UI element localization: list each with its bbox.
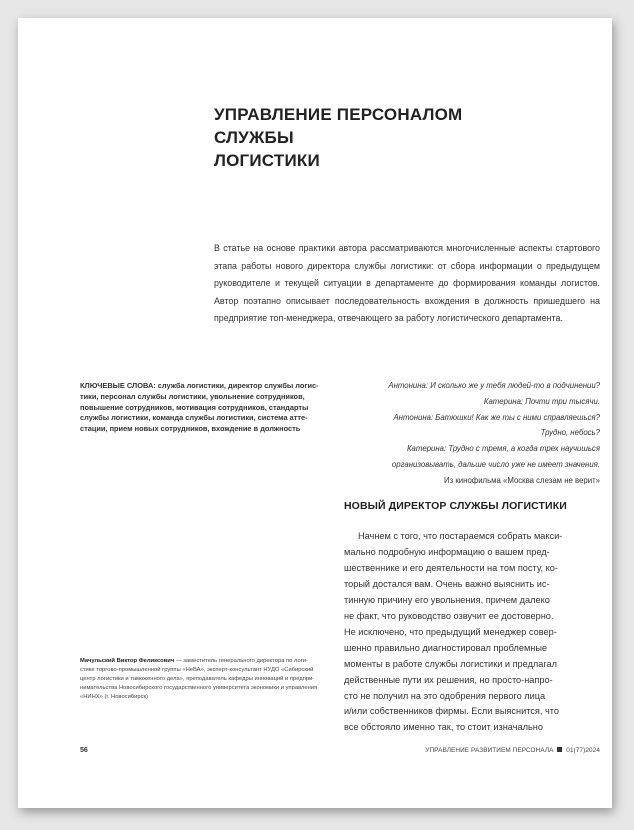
body-line: мально подробную информацию о вашем пред- — [344, 546, 550, 557]
author-bio-line: центр логистики и таможенного дела», преподаватель кафедры инноваций и предпри- — [80, 676, 315, 682]
magazine-page — [18, 18, 612, 808]
author-bio-line: стике торгово-промышленной группы «НеВА», эксперт-консультант НУДО «Сибирский — [80, 667, 314, 673]
journal-name: УПРАВЛЕНИЕ РАЗВИТИЕМ ПЕРСОНАЛА — [425, 747, 554, 754]
keywords-block — [80, 381, 324, 435]
section-heading: НОВЫЙ ДИРЕКТОР СЛУЖБЫ ЛОГИСТИКИ — [344, 500, 567, 512]
epigraph-line: Трудно, небось? — [540, 428, 600, 438]
epigraph-line: организовывать, дальше число уже не имеет значения. — [391, 459, 600, 469]
body-line: все обстояло именно так, то стоит изначально — [344, 722, 543, 733]
page-number: 56 — [80, 747, 88, 754]
body-line: и/или собственников фирмы. Если выяснится, что — [344, 706, 559, 717]
keywords-line: стации, прием новых сотрудников, вхождение в должность — [80, 424, 301, 434]
epigraph-line: Катерина: Трудно с тремя, а когда трех научишься — [406, 444, 600, 454]
body-line: действенные пути их решения, но просто-напро- — [344, 674, 553, 685]
running-footer — [425, 747, 600, 754]
article-title-line: ЛОГИСТИКИ — [214, 151, 320, 170]
body-line: моменты в работе службы логистики и предлагал — [344, 658, 558, 669]
author-bio-line: «НИНХ» (г. Новосибирск) — [80, 694, 148, 700]
article-body — [344, 529, 600, 736]
author-name: Мачульский Виктор Феликсович — [80, 658, 175, 664]
body-line: Не исключено, что предыдущий менеджер совер- — [344, 626, 557, 637]
body-line: торый достался вам. Очень важно выяснить ис- — [344, 578, 550, 589]
keywords-line: КЛЮЧЕВЫЕ СЛОВА: служба логистики, директор службы логис- — [80, 381, 319, 390]
article-title — [214, 103, 544, 172]
body-line: Начнем с того, что постараемся собрать макси- — [358, 531, 563, 541]
article-title-line: УПРАВЛЕНИЕ ПЕРСОНАЛОМ СЛУЖБЫ — [214, 105, 463, 147]
epigraph — [338, 378, 600, 489]
body-line: шественнике и его деятельности на том посту, ко- — [344, 562, 558, 573]
issue-number: 01(77)2024 — [566, 747, 600, 754]
author-bio-line: нимательства Новосибирского государственного университета экономики и управления — [80, 685, 318, 691]
keywords-line: повышение сотрудников, мотивация сотрудников, стандарты — [80, 402, 309, 412]
keywords-line: тики, персонал службы логистики, увольнение сотрудников, — [80, 391, 305, 401]
author-bio-line — [80, 657, 330, 666]
epigraph-line: Антонина: Батюшки! Как же ты с ними справляешься? — [393, 412, 600, 422]
article-abstract: В статье на основе практики автора рассматриваются многочисленные аспекты стартового этапа работы нового директора службы логистики: от сбора информации о предыдущем руководителе и текущей ситуации в департаменте до формирования команды логистов. Автор поэтапно описывает последовательность вхождения в должность пришедшего на предприятие топ-менеджера, отвечающего за работу логистического департамента. — [214, 243, 600, 323]
epigraph-source: Из кинофильма «Москва слезам не верит» — [444, 475, 600, 485]
keywords-line: службы логистики, команда службы логистики, система атте- — [80, 413, 308, 423]
body-line: не факт, что руководство озвучит ее достоверно. — [344, 610, 554, 621]
author-bio — [80, 657, 330, 702]
square-bullet-icon — [557, 747, 562, 752]
body-line: шенно правильно диагностировал проблемные — [344, 642, 548, 653]
body-line: сто не получил на это одобрения первого лица — [344, 690, 546, 701]
epigraph-line: Катерина: Почти три тысячи. — [483, 396, 600, 406]
author-bio-text: — заместитель генерального директора по логи- — [174, 658, 308, 664]
epigraph-line: Антонина: И сколько же у тебя людей-то в подчинении? — [388, 381, 600, 390]
body-line: тинную причину его увольнения, причем далеко — [344, 594, 550, 605]
